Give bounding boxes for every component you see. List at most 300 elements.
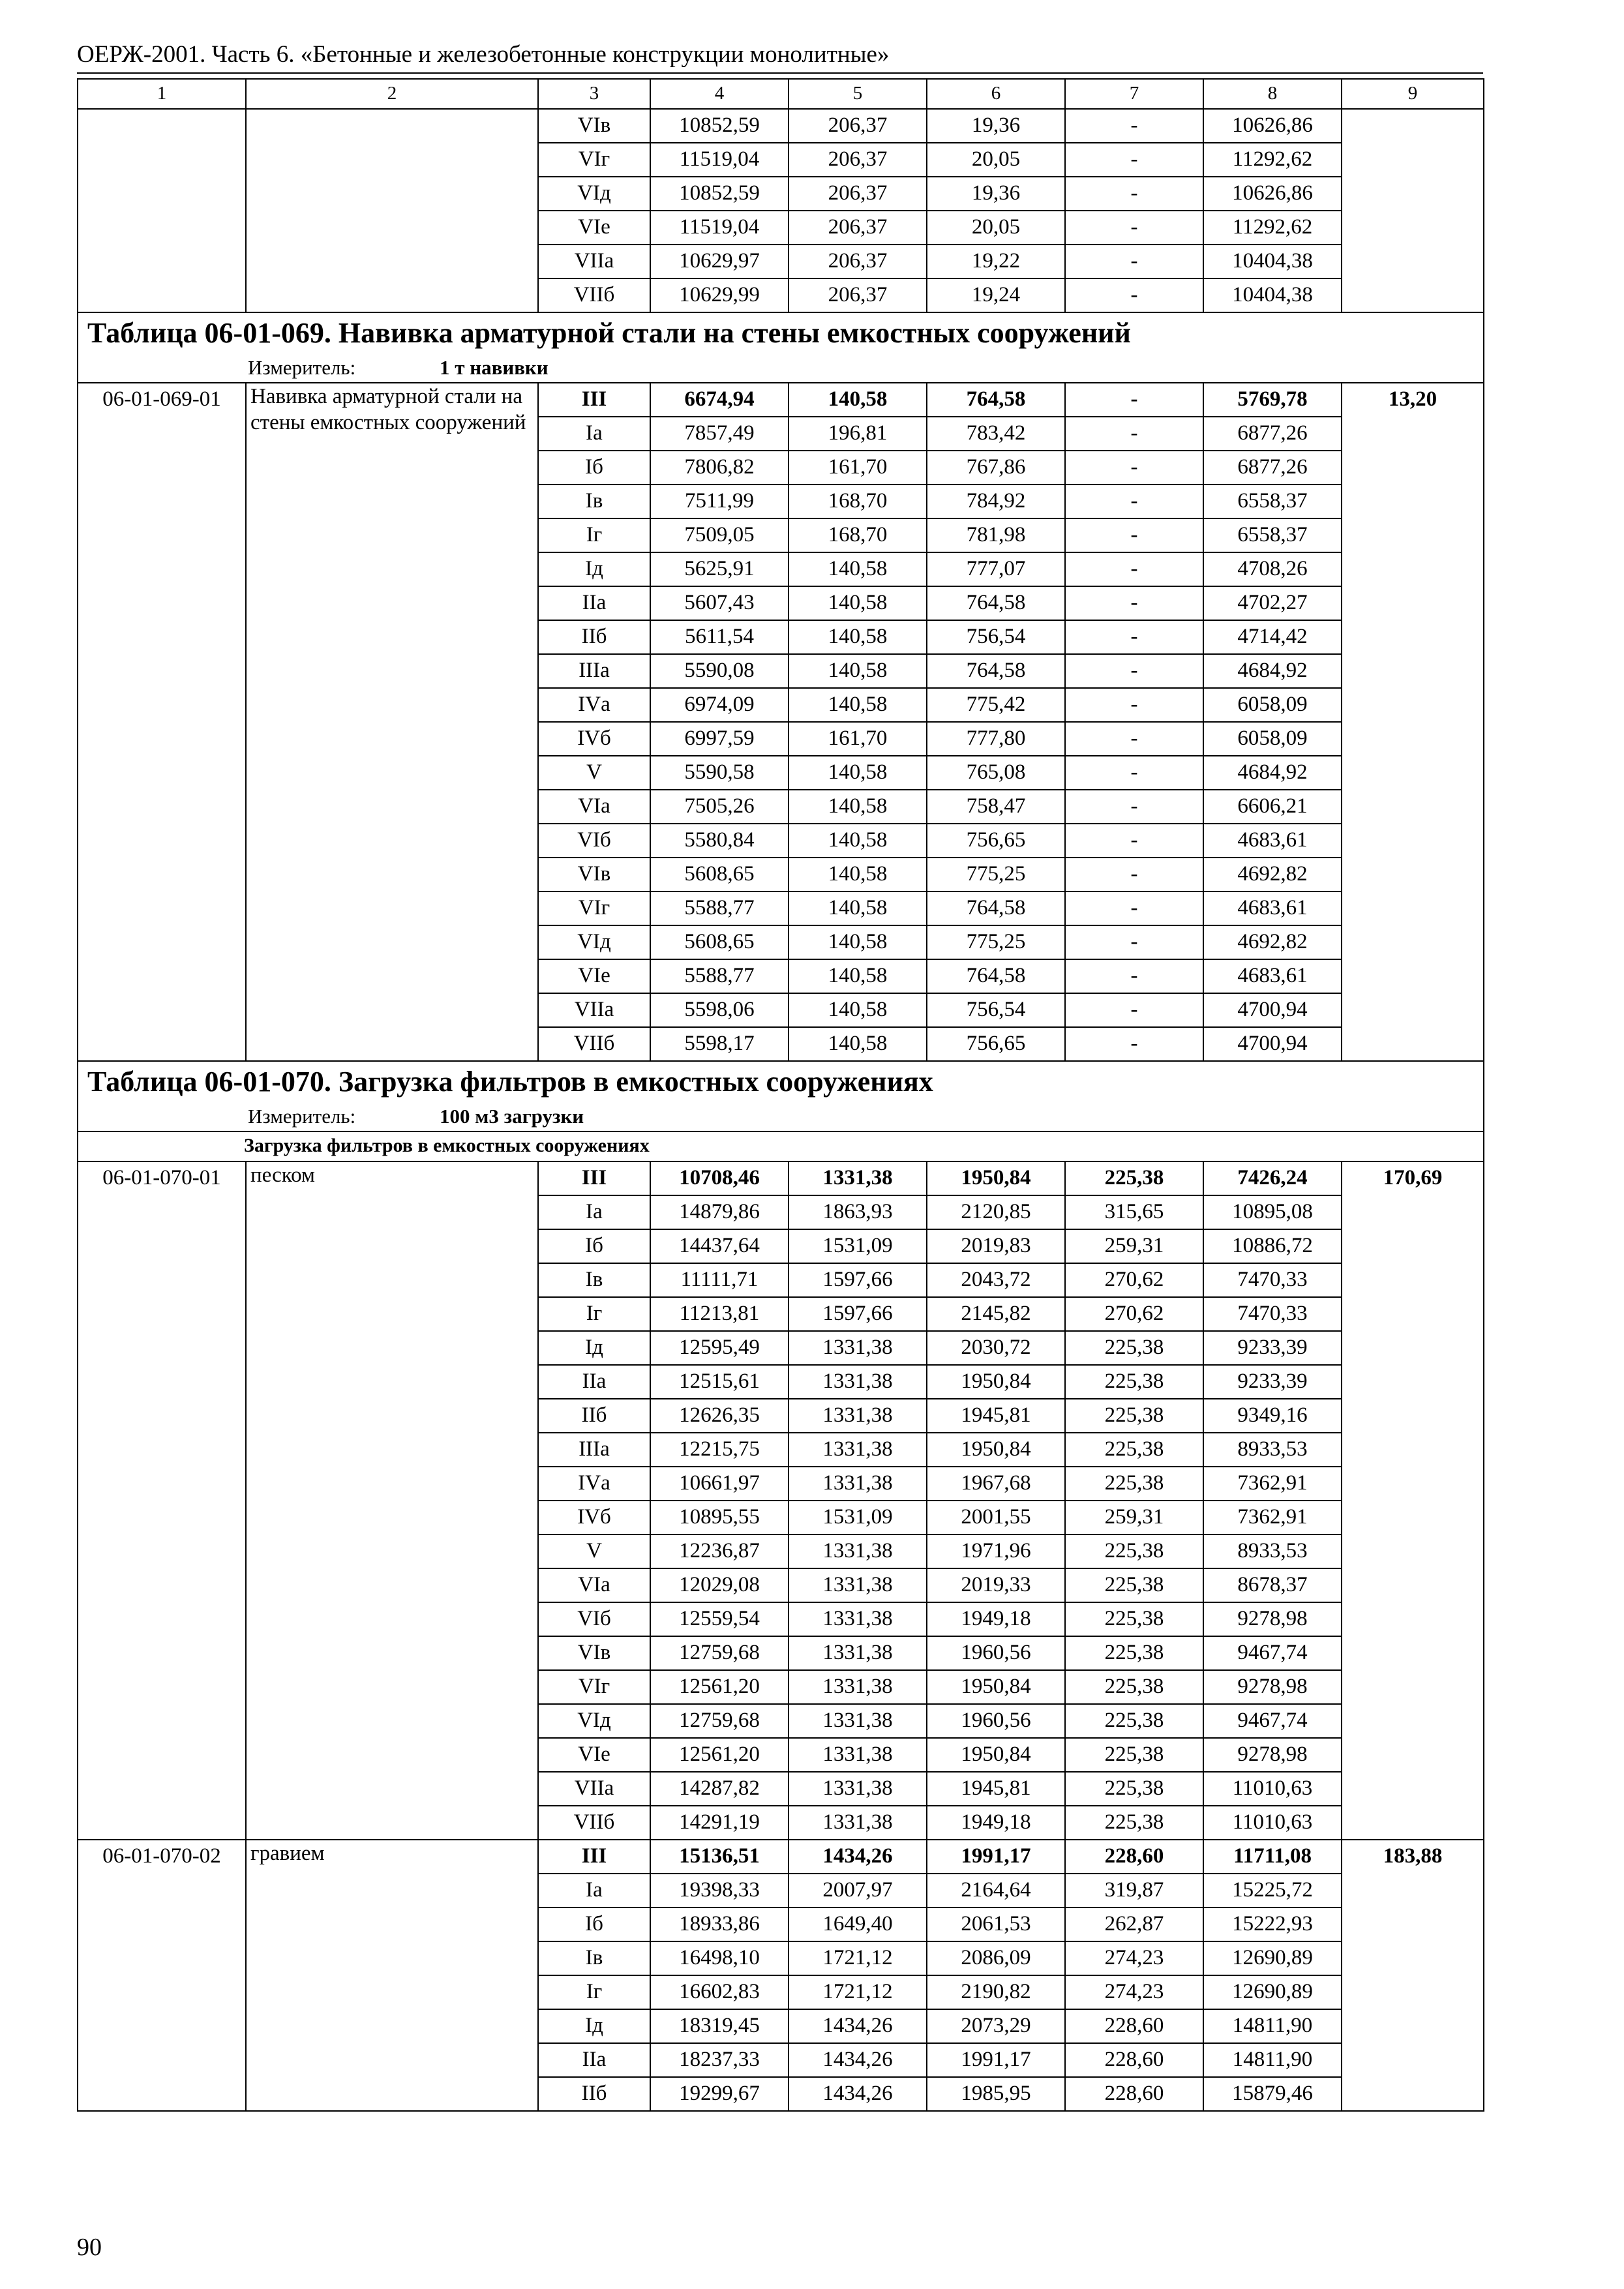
value-cell: 7857,49 [650,417,789,451]
value-cell: 225,38 [1065,1161,1203,1195]
value-cell: 10629,97 [650,245,789,278]
empty-cell [78,109,246,312]
value-cell: 7511,99 [650,485,789,518]
zone-cell: IIб [538,2077,650,2111]
value-cell: 1531,09 [789,1501,927,1534]
value-cell: 11111,71 [650,1263,789,1297]
value-cell: 12759,68 [650,1704,789,1738]
value-cell: 5625,91 [650,552,789,586]
value-cell: 756,54 [927,620,1065,654]
value-cell: 12561,20 [650,1670,789,1704]
value-cell: 140,58 [789,383,927,417]
value-cell: 7470,33 [1203,1297,1342,1331]
value-cell: 1597,66 [789,1263,927,1297]
value-cell: 1967,68 [927,1467,1065,1501]
value-cell: 206,37 [789,109,927,143]
value-cell: 2001,55 [927,1501,1065,1534]
value-cell: 2043,72 [927,1263,1065,1297]
value-cell: 7362,91 [1203,1501,1342,1534]
value-cell: 775,25 [927,925,1065,959]
value-cell: 2030,72 [927,1331,1065,1365]
value-cell: 206,37 [789,143,927,177]
zone-cell: VIд [538,177,650,211]
page-header: ОЕРЖ-2001. Часть 6. «Бетонные и железобетонные конструкции монолитные» [77,41,890,68]
value-cell: 11010,63 [1203,1772,1342,1806]
value-cell: 10886,72 [1203,1229,1342,1263]
value-cell: 18319,45 [650,2009,789,2043]
value-cell: 206,37 [789,211,927,245]
value-cell: 4684,92 [1203,756,1342,790]
value-cell: - [1065,722,1203,756]
zone-cell: VIIб [538,1027,650,1061]
value-cell: 10626,86 [1203,109,1342,143]
value-cell: 767,86 [927,451,1065,485]
value-cell: 14437,64 [650,1229,789,1263]
value-cell: 1971,96 [927,1534,1065,1568]
value-cell: 319,87 [1065,1874,1203,1908]
value-cell: 765,08 [927,756,1065,790]
value-cell: 168,70 [789,518,927,552]
value-cell: 225,38 [1065,1670,1203,1704]
value-cell: - [1065,654,1203,688]
value-cell: 2120,85 [927,1195,1065,1229]
value-cell: - [1065,485,1203,518]
table-row [78,383,1484,417]
value-cell: 11711,08 [1203,1840,1342,1874]
value-cell: 1950,84 [927,1161,1065,1195]
value-cell: - [1065,586,1203,620]
zone-cell: VIв [538,858,650,891]
value-cell: 19,36 [927,109,1065,143]
value-cell: 225,38 [1065,1365,1203,1399]
value-cell: 764,58 [927,383,1065,417]
value-cell: 228,60 [1065,2077,1203,2111]
value-cell: - [1065,620,1203,654]
zone-cell: IIа [538,2043,650,2077]
zone-cell: VIIа [538,993,650,1027]
value-cell: 6606,21 [1203,790,1342,824]
value-cell: 1331,38 [789,1534,927,1568]
empty-cell [1342,109,1484,312]
value-cell: 1950,84 [927,1670,1065,1704]
column-number: 5 [789,79,927,109]
value-cell: 1863,93 [789,1195,927,1229]
value-cell: - [1065,552,1203,586]
value-cell: 756,54 [927,993,1065,1027]
price-table [77,78,1484,2112]
value-cell: 1331,38 [789,1568,927,1602]
value-cell: 1331,38 [789,1467,927,1501]
value-cell: 225,38 [1065,1331,1203,1365]
value-cell: 2019,33 [927,1568,1065,1602]
value-cell: 140,58 [789,552,927,586]
value-cell: 15136,51 [650,1840,789,1874]
value-cell: 6974,09 [650,688,789,722]
value-cell: 9278,98 [1203,1670,1342,1704]
value-cell: 140,58 [789,688,927,722]
value-cell: 16498,10 [650,1941,789,1975]
value-cell: 1597,66 [789,1297,927,1331]
value-cell: 1434,26 [789,1840,927,1874]
column-number: 8 [1203,79,1342,109]
value-cell: 5580,84 [650,824,789,858]
value-cell: 14811,90 [1203,2043,1342,2077]
value-cell: 11292,62 [1203,211,1342,245]
value-cell: 140,58 [789,824,927,858]
column-number: 6 [927,79,1065,109]
value-cell: 1950,84 [927,1433,1065,1467]
meter-label: Измеритель: [248,356,356,379]
value-cell: 7505,26 [650,790,789,824]
value-cell: 2086,09 [927,1941,1065,1975]
value-cell: 1531,09 [789,1229,927,1263]
value-cell: 10404,38 [1203,278,1342,312]
page-number: 90 [77,2234,102,2261]
value-cell: 7470,33 [1203,1263,1342,1297]
position-code: 06-01-070-02 [78,1840,246,2111]
value-cell: 1331,38 [789,1433,927,1467]
meter-label: Измеритель: [248,1105,356,1128]
value-cell: 14291,19 [650,1806,789,1840]
zone-cell: III [538,1161,650,1195]
table-069-title: Таблица 06-01-069. Навивка арматурной стали на стены емкостных сооружений [78,312,1484,355]
zone-cell: VIе [538,211,650,245]
value-cell: 270,62 [1065,1263,1203,1297]
value-cell: 4708,26 [1203,552,1342,586]
value-cell: 225,38 [1065,1399,1203,1433]
value-cell: 10708,46 [650,1161,789,1195]
value-cell: 1949,18 [927,1806,1065,1840]
value-cell: 4683,61 [1203,891,1342,925]
value-cell: 6558,37 [1203,485,1342,518]
value-cell: 225,38 [1065,1738,1203,1772]
value-cell: 6877,26 [1203,451,1342,485]
value-cell: 14287,82 [650,1772,789,1806]
value-cell: - [1065,451,1203,485]
value-cell: - [1065,925,1203,959]
value-cell: 140,58 [789,891,927,925]
value-cell: 5588,77 [650,959,789,993]
table-row [78,1840,1484,1874]
value-cell: 1331,38 [789,1399,927,1433]
value-cell: - [1065,993,1203,1027]
value-cell: 12561,20 [650,1738,789,1772]
meter-row [78,355,1484,383]
value-cell: 7426,24 [1203,1161,1342,1195]
value-cell: - [1065,109,1203,143]
zone-cell: VIв [538,1636,650,1670]
value-cell: - [1065,177,1203,211]
position-code: 06-01-069-01 [78,383,246,1061]
zone-cell: Iг [538,1975,650,2009]
value-cell: 2190,82 [927,1975,1065,2009]
zone-cell: VIIб [538,278,650,312]
value-cell: 6674,94 [650,383,789,417]
zone-cell: VIб [538,1602,650,1636]
value-cell: 6558,37 [1203,518,1342,552]
value-cell: 11519,04 [650,211,789,245]
value-cell: - [1065,891,1203,925]
value-cell: 12236,87 [650,1534,789,1568]
value-cell: 756,65 [927,1027,1065,1061]
value-cell: 19398,33 [650,1874,789,1908]
value-cell: 11010,63 [1203,1806,1342,1840]
value-cell: 10661,97 [650,1467,789,1501]
value-cell: 259,31 [1065,1229,1203,1263]
value-cell: - [1065,518,1203,552]
value-cell: 764,58 [927,654,1065,688]
column-number: 7 [1065,79,1203,109]
value-cell: 8933,53 [1203,1534,1342,1568]
value-cell: 12515,61 [650,1365,789,1399]
value-cell: 10895,08 [1203,1195,1342,1229]
position-description: песком [246,1161,538,1840]
zone-cell: VIа [538,1568,650,1602]
value-cell: 18237,33 [650,2043,789,2077]
meter-value: 100 м3 загрузки [440,1105,584,1128]
zone-cell: IVб [538,722,650,756]
meter-value: 1 т навивки [440,356,549,379]
value-cell: 1331,38 [789,1602,927,1636]
value-cell: 1945,81 [927,1399,1065,1433]
value-cell: 140,58 [789,1027,927,1061]
value-cell: 4692,82 [1203,858,1342,891]
value-cell: 1721,12 [789,1941,927,1975]
value-cell: - [1065,245,1203,278]
value-cell: 4684,92 [1203,654,1342,688]
value-cell: 11519,04 [650,143,789,177]
value-cell: 14811,90 [1203,2009,1342,2043]
position-code: 06-01-070-01 [78,1161,246,1840]
value-cell: 775,42 [927,688,1065,722]
value-cell: 161,70 [789,451,927,485]
value-cell: 756,65 [927,824,1065,858]
value-cell: 206,37 [789,177,927,211]
value-cell: 274,23 [1065,1975,1203,2009]
position-description: Навивка арматурной стали на стены емкостных сооружений [246,383,538,1061]
zone-cell: Iд [538,2009,650,2043]
zone-cell: IIIа [538,1433,650,1467]
value-cell: 9467,74 [1203,1636,1342,1670]
zone-cell: Iд [538,1331,650,1365]
labor-cost-cell: 183,88 [1342,1840,1484,2111]
value-cell: 161,70 [789,722,927,756]
meter-row [78,1103,1484,1131]
empty-cell [246,109,538,312]
zone-cell: Iд [538,552,650,586]
value-cell: 225,38 [1065,1704,1203,1738]
value-cell: 10852,59 [650,109,789,143]
value-cell: 6058,09 [1203,722,1342,756]
value-cell: 6997,59 [650,722,789,756]
value-cell: 140,58 [789,959,927,993]
value-cell: 225,38 [1065,1568,1203,1602]
zone-cell: VIе [538,959,650,993]
value-cell: 4700,94 [1203,1027,1342,1061]
zone-cell: VIг [538,1670,650,1704]
value-cell: 764,58 [927,586,1065,620]
zone-cell: III [538,1840,650,1874]
value-cell: 15222,93 [1203,1908,1342,1941]
value-cell: 5611,54 [650,620,789,654]
value-cell: 10626,86 [1203,177,1342,211]
zone-cell: VIа [538,790,650,824]
value-cell: 1950,84 [927,1738,1065,1772]
table-069-title-row [78,312,1484,355]
value-cell: 764,58 [927,959,1065,993]
value-cell: 1331,38 [789,1365,927,1399]
value-cell: 758,47 [927,790,1065,824]
value-cell: 12690,89 [1203,1941,1342,1975]
value-cell: 225,38 [1065,1636,1203,1670]
zone-cell: VIд [538,1704,650,1738]
value-cell: 4714,42 [1203,620,1342,654]
value-cell: 1950,84 [927,1365,1065,1399]
value-cell: 12559,54 [650,1602,789,1636]
value-cell: 775,25 [927,858,1065,891]
value-cell: 15225,72 [1203,1874,1342,1908]
value-cell: 4683,61 [1203,824,1342,858]
value-cell: 20,05 [927,143,1065,177]
meter-cell [78,355,1484,383]
value-cell: 5607,43 [650,586,789,620]
value-cell: 225,38 [1065,1806,1203,1840]
zone-cell: Iб [538,1908,650,1941]
column-numbers-row [78,79,1484,109]
value-cell: 1331,38 [789,1331,927,1365]
value-cell: 1331,38 [789,1806,927,1840]
value-cell: 1960,56 [927,1704,1065,1738]
value-cell: 2061,53 [927,1908,1065,1941]
value-cell: 9278,98 [1203,1738,1342,1772]
value-cell: 10629,99 [650,278,789,312]
value-cell: 4692,82 [1203,925,1342,959]
value-cell: 1331,38 [789,1636,927,1670]
value-cell: 777,07 [927,552,1065,586]
value-cell: 9349,16 [1203,1399,1342,1433]
column-number: 3 [538,79,650,109]
value-cell: - [1065,278,1203,312]
value-cell: 225,38 [1065,1433,1203,1467]
value-cell: 206,37 [789,278,927,312]
value-cell: 140,58 [789,654,927,688]
zone-cell: VIг [538,143,650,177]
value-cell: 5588,77 [650,891,789,925]
value-cell: 12690,89 [1203,1975,1342,2009]
value-cell: 9278,98 [1203,1602,1342,1636]
zone-cell: Iв [538,1263,650,1297]
value-cell: 2164,64 [927,1874,1065,1908]
value-cell: 19,36 [927,177,1065,211]
value-cell: 777,80 [927,722,1065,756]
value-cell: 206,37 [789,245,927,278]
zone-cell: VIв [538,109,650,143]
value-cell: 228,60 [1065,2043,1203,2077]
value-cell: 12029,08 [650,1568,789,1602]
value-cell: 228,60 [1065,1840,1203,1874]
value-cell: 1991,17 [927,1840,1065,1874]
zone-cell: IIб [538,1399,650,1433]
value-cell: 1331,38 [789,1704,927,1738]
value-cell: 1434,26 [789,2009,927,2043]
value-cell: 140,58 [789,925,927,959]
value-cell: 5598,17 [650,1027,789,1061]
zone-cell: IIа [538,1365,650,1399]
table-070-title-row [78,1061,1484,1103]
zone-cell: Iг [538,1297,650,1331]
value-cell: 274,23 [1065,1941,1203,1975]
zone-cell: V [538,1534,650,1568]
value-cell: 10852,59 [650,177,789,211]
value-cell: 196,81 [789,417,927,451]
value-cell: 783,42 [927,417,1065,451]
zone-cell: VIIа [538,245,650,278]
value-cell: 5608,65 [650,858,789,891]
value-cell: 1721,12 [789,1975,927,2009]
value-cell: 140,58 [789,620,927,654]
value-cell: 14879,86 [650,1195,789,1229]
zone-cell: Iб [538,451,650,485]
column-number: 9 [1342,79,1484,109]
zone-cell: Iа [538,1874,650,1908]
value-cell: 4700,94 [1203,993,1342,1027]
table-row [78,1161,1484,1195]
column-number: 1 [78,79,246,109]
value-cell: 11213,81 [650,1297,789,1331]
column-number: 4 [650,79,789,109]
value-cell: 9233,39 [1203,1365,1342,1399]
value-cell: 1331,38 [789,1161,927,1195]
value-cell: 10895,55 [650,1501,789,1534]
value-cell: 5598,06 [650,993,789,1027]
value-cell: 9467,74 [1203,1704,1342,1738]
zone-cell: III [538,383,650,417]
value-cell: 781,98 [927,518,1065,552]
value-cell: 7509,05 [650,518,789,552]
value-cell: 140,58 [789,790,927,824]
value-cell: 315,65 [1065,1195,1203,1229]
zone-cell: IVб [538,1501,650,1534]
value-cell: 11292,62 [1203,143,1342,177]
value-cell: 228,60 [1065,2009,1203,2043]
zone-cell: VIIа [538,1772,650,1806]
value-cell: 12595,49 [650,1331,789,1365]
value-cell: - [1065,688,1203,722]
zone-cell: Iа [538,1195,650,1229]
value-cell: 1331,38 [789,1670,927,1704]
zone-cell: IVа [538,1467,650,1501]
value-cell: 12759,68 [650,1636,789,1670]
value-cell: 2019,83 [927,1229,1065,1263]
value-cell: 225,38 [1065,1602,1203,1636]
value-cell: 18933,86 [650,1908,789,1941]
value-cell: 1949,18 [927,1602,1065,1636]
value-cell: 1434,26 [789,2077,927,2111]
position-description: гравием [246,1840,538,2111]
zone-cell: Iв [538,485,650,518]
value-cell: - [1065,959,1203,993]
value-cell: 19299,67 [650,2077,789,2111]
value-cell: 140,58 [789,858,927,891]
zone-cell: Iа [538,417,650,451]
zone-cell: VIIб [538,1806,650,1840]
value-cell: 784,92 [927,485,1065,518]
value-cell: 1434,26 [789,2043,927,2077]
value-cell: 259,31 [1065,1501,1203,1534]
value-cell: 2007,97 [789,1874,927,1908]
value-cell: 5608,65 [650,925,789,959]
value-cell: 270,62 [1065,1297,1203,1331]
